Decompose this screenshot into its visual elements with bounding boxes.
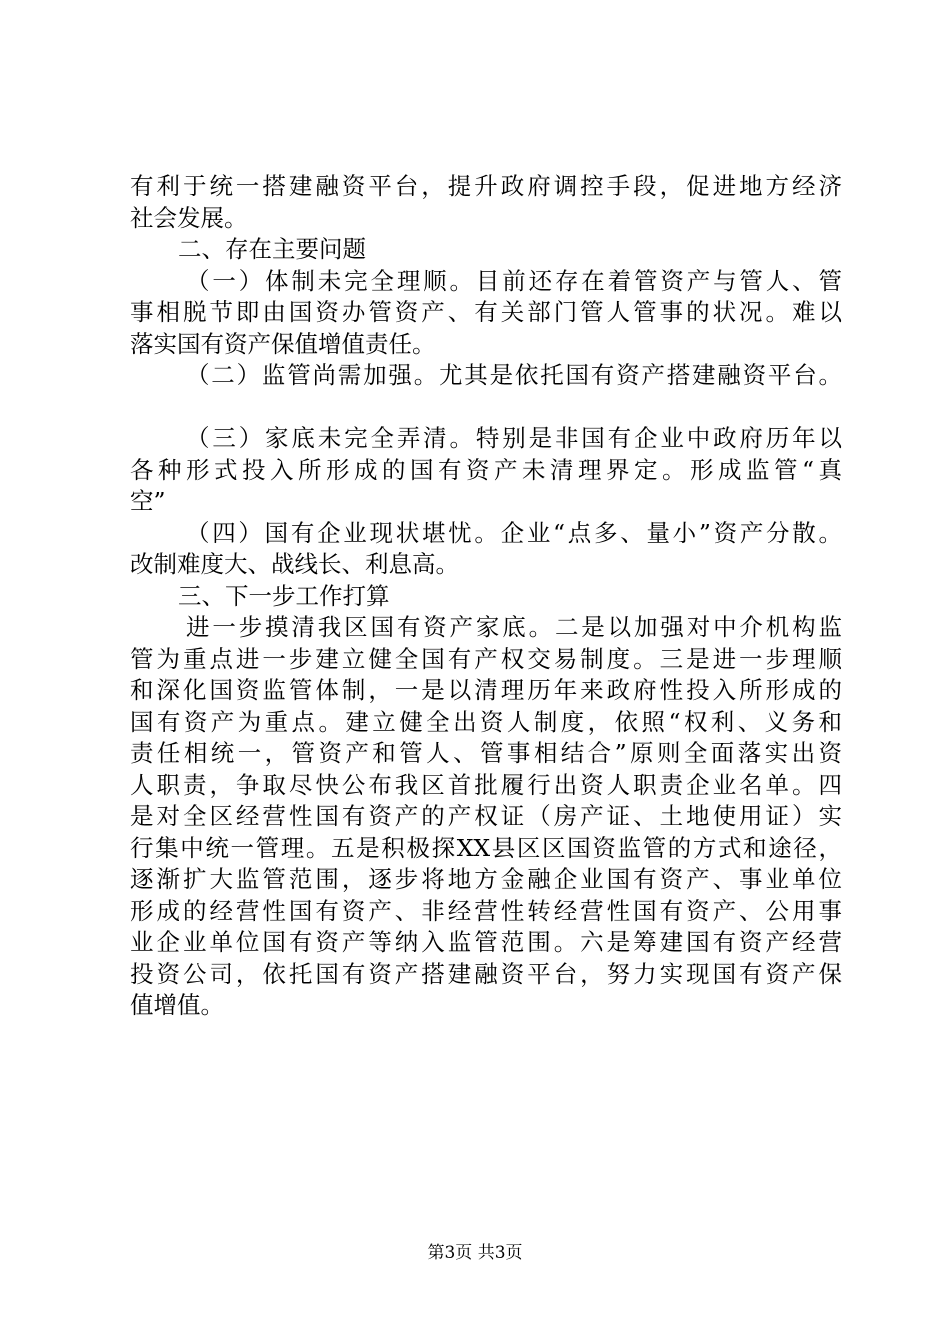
paragraph-line: 空”: [130, 487, 166, 515]
paragraph-line: 国有资产为重点。建立健全出资人制度，依照“权利、义务和: [130, 707, 842, 736]
section-heading: 二、存在主要问题: [178, 235, 366, 263]
paragraph-line: 落实国有资产保值增值责任。: [130, 329, 436, 358]
paragraph-line: 社会发展。: [130, 203, 248, 232]
paragraph-line: 管为重点进一步建立健全国有产权交易制度。三是进一步理顺: [130, 644, 842, 673]
paragraph-line: 投资公司，依托国有资产搭建融资平台，努力实现国有资产保: [130, 959, 842, 988]
paragraph-line: 和深化国资监管体制，一是以清理历年来政府性投入所形成的: [130, 676, 842, 704]
paragraph-line: （二）监管尚需加强。尤其是依托国有资产搭建融资平台。: [186, 361, 842, 389]
paragraph-line: 责任相统一，管资产和管人、管事相结合”原则全面落实出资: [130, 739, 842, 767]
blank-line: [130, 392, 842, 424]
paragraph-line: 值增值。: [130, 991, 224, 1019]
paragraph-line: 人职责，争取尽快公布我区首批履行出资人职责企业名单。四: [130, 770, 842, 799]
section-heading: 三、下一步工作打算: [178, 581, 390, 610]
paragraph-line: 进一步摸清我区国有资产家底。二是以加强对中介机构监: [186, 613, 842, 641]
paragraph-line: 形成的经营性国有资产、非经营性转经营性国有资产、公用事: [130, 896, 842, 925]
paragraph-line: 行集中统一管理。五是积极探XX县区区国资监管的方式和途径，: [130, 833, 842, 862]
paragraph-line: （一）体制未完全理顺。目前还存在着管资产与管人、管: [186, 266, 842, 295]
page-footer: 第3页 共3页: [427, 1243, 523, 1263]
paragraph-line: 是对全区经营性国有资产的产权证（房产证、土地使用证）实: [130, 802, 842, 830]
paragraph-line: 改制难度大、战线长、利息高。: [130, 550, 459, 578]
paragraph-line: 业企业单位国有资产等纳入监管范围。六是筹建国有资产经营: [130, 928, 842, 956]
paragraph-line: （四）国有企业现状堪忧。企业“点多、量小”资产分散。: [186, 518, 842, 547]
paragraph-line: （三）家底未完全弄清。特别是非国有企业中政府历年以: [186, 424, 842, 452]
paragraph-line: 各种形式投入所形成的国有资产未清理界定。形成监管“真: [130, 455, 842, 484]
paragraph-line: 有利于统一搭建融资平台，提升政府调控手段，促进地方经济: [130, 172, 842, 200]
document-body: [130, 171, 842, 1022]
paragraph-line: 事相脱节即由国资办管资产、有关部门管人管事的状况。难以: [130, 298, 842, 326]
paragraph-line: 逐渐扩大监管范围，逐步将地方金融企业国有资产、事业单位: [130, 865, 842, 893]
